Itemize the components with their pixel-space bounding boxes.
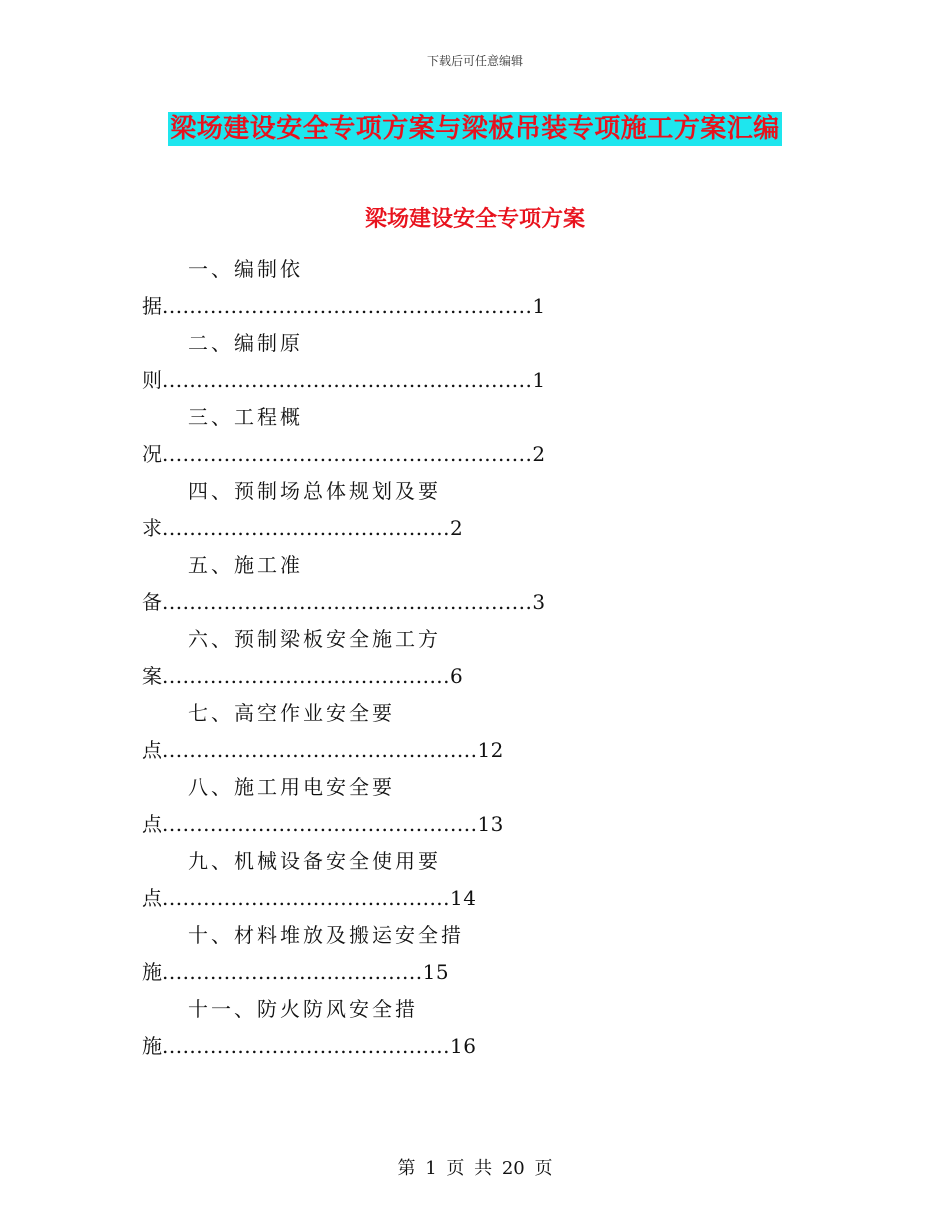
toc-page-number: 2 xyxy=(450,516,464,540)
toc-page-number: 13 xyxy=(477,812,504,836)
toc-dot-leader: .......................................... xyxy=(162,664,451,688)
toc-entry-label: 十、材料堆放及搬运安全措 xyxy=(188,923,464,947)
toc-entry-continuation xyxy=(142,438,546,467)
toc-entry[interactable] xyxy=(0,322,950,396)
toc-entry[interactable] xyxy=(0,914,950,988)
toc-entry-continuation xyxy=(142,956,449,985)
toc-page-number: 1 xyxy=(532,368,546,392)
toc-entry-lead-char: 点 xyxy=(142,738,162,762)
toc-dot-leader: .......................................... xyxy=(162,1034,451,1058)
toc-entry[interactable] xyxy=(0,692,950,766)
toc-dot-leader: ...................................................... xyxy=(162,590,533,614)
toc-entry-lead-char: 据 xyxy=(142,294,162,318)
toc-entry-label: 十一、防火防风安全措 xyxy=(188,997,418,1021)
main-title: 梁场建设安全专项方案与梁板吊装专项施工方案汇编 xyxy=(170,114,780,144)
toc-entry-label: 五、施工准 xyxy=(188,553,303,577)
toc-entry-label: 九、机械设备安全使用要 xyxy=(188,849,441,873)
toc-entry-label: 一、编制依 xyxy=(188,257,303,281)
toc-entry-continuation xyxy=(142,290,546,319)
toc-entry-continuation xyxy=(142,1030,476,1059)
toc-page-number: 15 xyxy=(422,960,450,984)
toc-entry-label: 四、预制场总体规划及要 xyxy=(188,479,441,503)
toc-entry-lead-char: 案 xyxy=(142,664,162,688)
toc-entry-lead-char: 备 xyxy=(142,590,162,614)
toc-entry-continuation xyxy=(142,364,546,393)
toc-page-number: 14 xyxy=(450,886,477,910)
toc-dot-leader: .......................................... xyxy=(162,516,451,540)
toc-entry-continuation xyxy=(142,660,463,689)
toc-page-number: 1 xyxy=(532,294,546,318)
toc-entry-continuation xyxy=(142,512,463,541)
toc-dot-leader: ...................................... xyxy=(162,960,423,984)
toc-entry-lead-char: 点 xyxy=(142,812,162,836)
toc-entry-lead-char: 施 xyxy=(142,1034,162,1058)
toc-entry-label: 八、施工用电安全要 xyxy=(188,775,395,799)
toc-entry[interactable] xyxy=(0,618,950,692)
toc-entry-continuation xyxy=(142,734,504,763)
toc-entry[interactable] xyxy=(0,248,950,322)
toc-entry-label: 三、工程概 xyxy=(188,405,303,429)
toc-dot-leader: ...................................................... xyxy=(162,442,533,466)
toc-entry[interactable] xyxy=(0,840,950,914)
toc-page-number: 2 xyxy=(532,442,546,466)
toc-dot-leader: ...................................................... xyxy=(162,294,533,318)
table-of-contents xyxy=(0,248,950,1062)
toc-dot-leader: .............................................. xyxy=(162,812,478,836)
toc-entry-lead-char: 况 xyxy=(142,442,162,466)
toc-dot-leader: ...................................................... xyxy=(162,368,533,392)
toc-entry-continuation xyxy=(142,808,504,837)
toc-dot-leader: .............................................. xyxy=(162,738,478,762)
toc-entry-label: 七、高空作业安全要 xyxy=(188,701,395,725)
toc-entry-lead-char: 求 xyxy=(142,516,162,540)
toc-entry-continuation xyxy=(142,586,546,615)
main-title-container xyxy=(0,112,950,146)
toc-page-number: 12 xyxy=(477,738,504,762)
toc-entry[interactable] xyxy=(0,396,950,470)
toc-entry-lead-char: 点 xyxy=(142,886,162,910)
toc-entry-label: 六、预制梁板安全施工方 xyxy=(188,627,441,651)
toc-entry-continuation xyxy=(142,882,476,911)
toc-entry[interactable] xyxy=(0,470,950,544)
toc-entry[interactable] xyxy=(0,544,950,618)
toc-entry-label: 二、编制原 xyxy=(188,331,303,355)
toc-entry[interactable] xyxy=(0,766,950,840)
toc-entry[interactable] xyxy=(0,988,950,1062)
toc-page-number: 3 xyxy=(532,590,546,614)
toc-page-number: 16 xyxy=(450,1034,477,1058)
toc-page-number: 6 xyxy=(450,664,464,688)
page-footer: 第 1 页 共 20 页 xyxy=(397,1158,553,1179)
toc-entry-lead-char: 施 xyxy=(142,960,162,984)
section-title: 梁场建设安全专项方案 xyxy=(364,206,585,232)
toc-dot-leader: .......................................... xyxy=(162,886,451,910)
header-note: 下载后可任意编辑 xyxy=(426,54,523,68)
toc-entry-lead-char: 则 xyxy=(142,368,162,392)
